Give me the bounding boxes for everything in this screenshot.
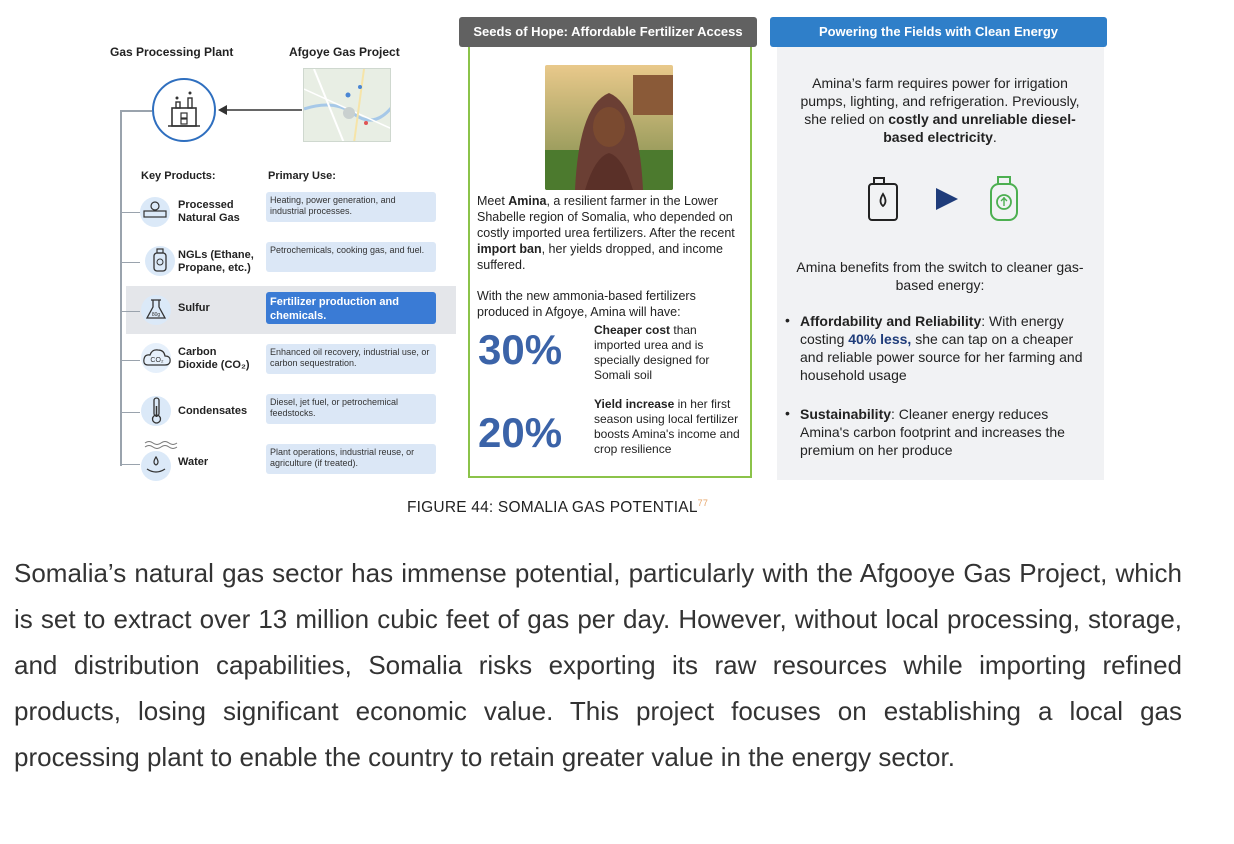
benefit-intro: Amina benefits from the switch to cleaner gas-based energy: bbox=[796, 259, 1084, 293]
project-title: Afgoye Gas Project bbox=[289, 45, 400, 59]
diesel-canister-icon bbox=[866, 176, 900, 227]
key-products-header: Key Products: bbox=[141, 170, 216, 182]
figure-caption: FIGURE 44: SOMALIA GAS POTENTIAL$^{77}$ bbox=[407, 498, 709, 517]
stat-description: Yield increase in her first season using local fertilizer boosts Amina's income and crop resilience bbox=[594, 397, 740, 456]
primary-use-header: Primary Use: bbox=[268, 170, 336, 182]
use-box: Diesel, jet fuel, or petrochemical feedstocks. bbox=[266, 394, 436, 424]
flask-label: 80g bbox=[151, 312, 161, 318]
amina-story: Meet Amina, a resilient farmer in the Lower Shabelle region of Somalia, who depended on costly imported urea fertilizers. After the recent import ban, her yields dropped, and income suffered. bbox=[477, 194, 735, 272]
product-label: Water bbox=[178, 456, 209, 468]
use-box: Plant operations, industrial reuse, or agriculture (if treated). bbox=[266, 444, 436, 474]
footnote-ref: 77 bbox=[697, 498, 709, 508]
amina-portrait bbox=[545, 65, 673, 190]
product-label: Sulfur bbox=[178, 302, 210, 314]
use-box-highlighted: Fertilizer production and chemicals. bbox=[266, 292, 436, 324]
arrow-left-icon bbox=[216, 102, 304, 118]
gas-meter-icon bbox=[140, 197, 170, 227]
afgoye-map bbox=[303, 68, 391, 142]
product-label: Condensates bbox=[178, 405, 248, 417]
co2-label: CO₂ bbox=[150, 357, 164, 364]
stat-value: 20% bbox=[478, 409, 563, 456]
branch-line bbox=[122, 311, 140, 312]
tree-top-line bbox=[120, 110, 152, 112]
co2-cloud-icon bbox=[141, 343, 171, 373]
product-label: NGLs (Ethane, Propane, etc.) bbox=[178, 249, 254, 274]
branch-line bbox=[122, 360, 140, 361]
stat-description: Cheaper cost than imported urea and is specially designed for Somali soil bbox=[594, 323, 710, 382]
branch-line bbox=[122, 412, 140, 413]
fertilizer-intro: With the new ammonia-based fertilizers produced in Afgoye, Amina will have: bbox=[477, 289, 696, 319]
gas-tank-icon bbox=[988, 174, 1020, 227]
stat-value: 30% bbox=[478, 326, 563, 373]
thermometer-icon bbox=[141, 396, 171, 426]
branch-line bbox=[122, 464, 140, 465]
product-label: Carbon Dioxide (CO₂) bbox=[178, 346, 250, 371]
fertilizer-panel-header: Seeds of Hope: Affordable Fertilizer Access bbox=[459, 17, 757, 47]
energy-intro: Amina’s farm requires power for irrigation pumps, lighting, and refrigeration. Previously, she relied on costly and unreliable diesel-based electricity. bbox=[800, 75, 1080, 145]
body-paragraph: Somalia’s natural gas sector has immense potential, particularly with the Afgooye Gas Project, which is set to extract over 13 million cubic feet of gas per day. However, without local processing, storage, and distribution capabilities, Somalia risks exporting its raw resources while importing refined products, losing significant economic value. This project focuses on establishing a local gas processing plant to enable the country to retain greater value in the energy sector. bbox=[14, 558, 1182, 772]
gas-cylinder-icon bbox=[145, 246, 175, 276]
arrow-right-icon bbox=[934, 186, 960, 217]
water-icon bbox=[141, 451, 171, 481]
use-box: Heating, power generation, and industrial processes. bbox=[266, 192, 436, 222]
clean-energy-panel-header: Powering the Fields with Clean Energy bbox=[770, 17, 1107, 47]
branch-line bbox=[122, 212, 140, 213]
use-box: Petrochemicals, cooking gas, and fuel. bbox=[266, 242, 436, 272]
flask-icon bbox=[141, 295, 171, 325]
plant-title: Gas Processing Plant bbox=[110, 45, 234, 59]
product-label: Processed Natural Gas bbox=[178, 199, 240, 224]
branch-line bbox=[122, 262, 140, 263]
use-box: Enhanced oil recovery, industrial use, or carbon sequestration. bbox=[266, 344, 436, 374]
gas-plant-icon bbox=[152, 78, 216, 142]
